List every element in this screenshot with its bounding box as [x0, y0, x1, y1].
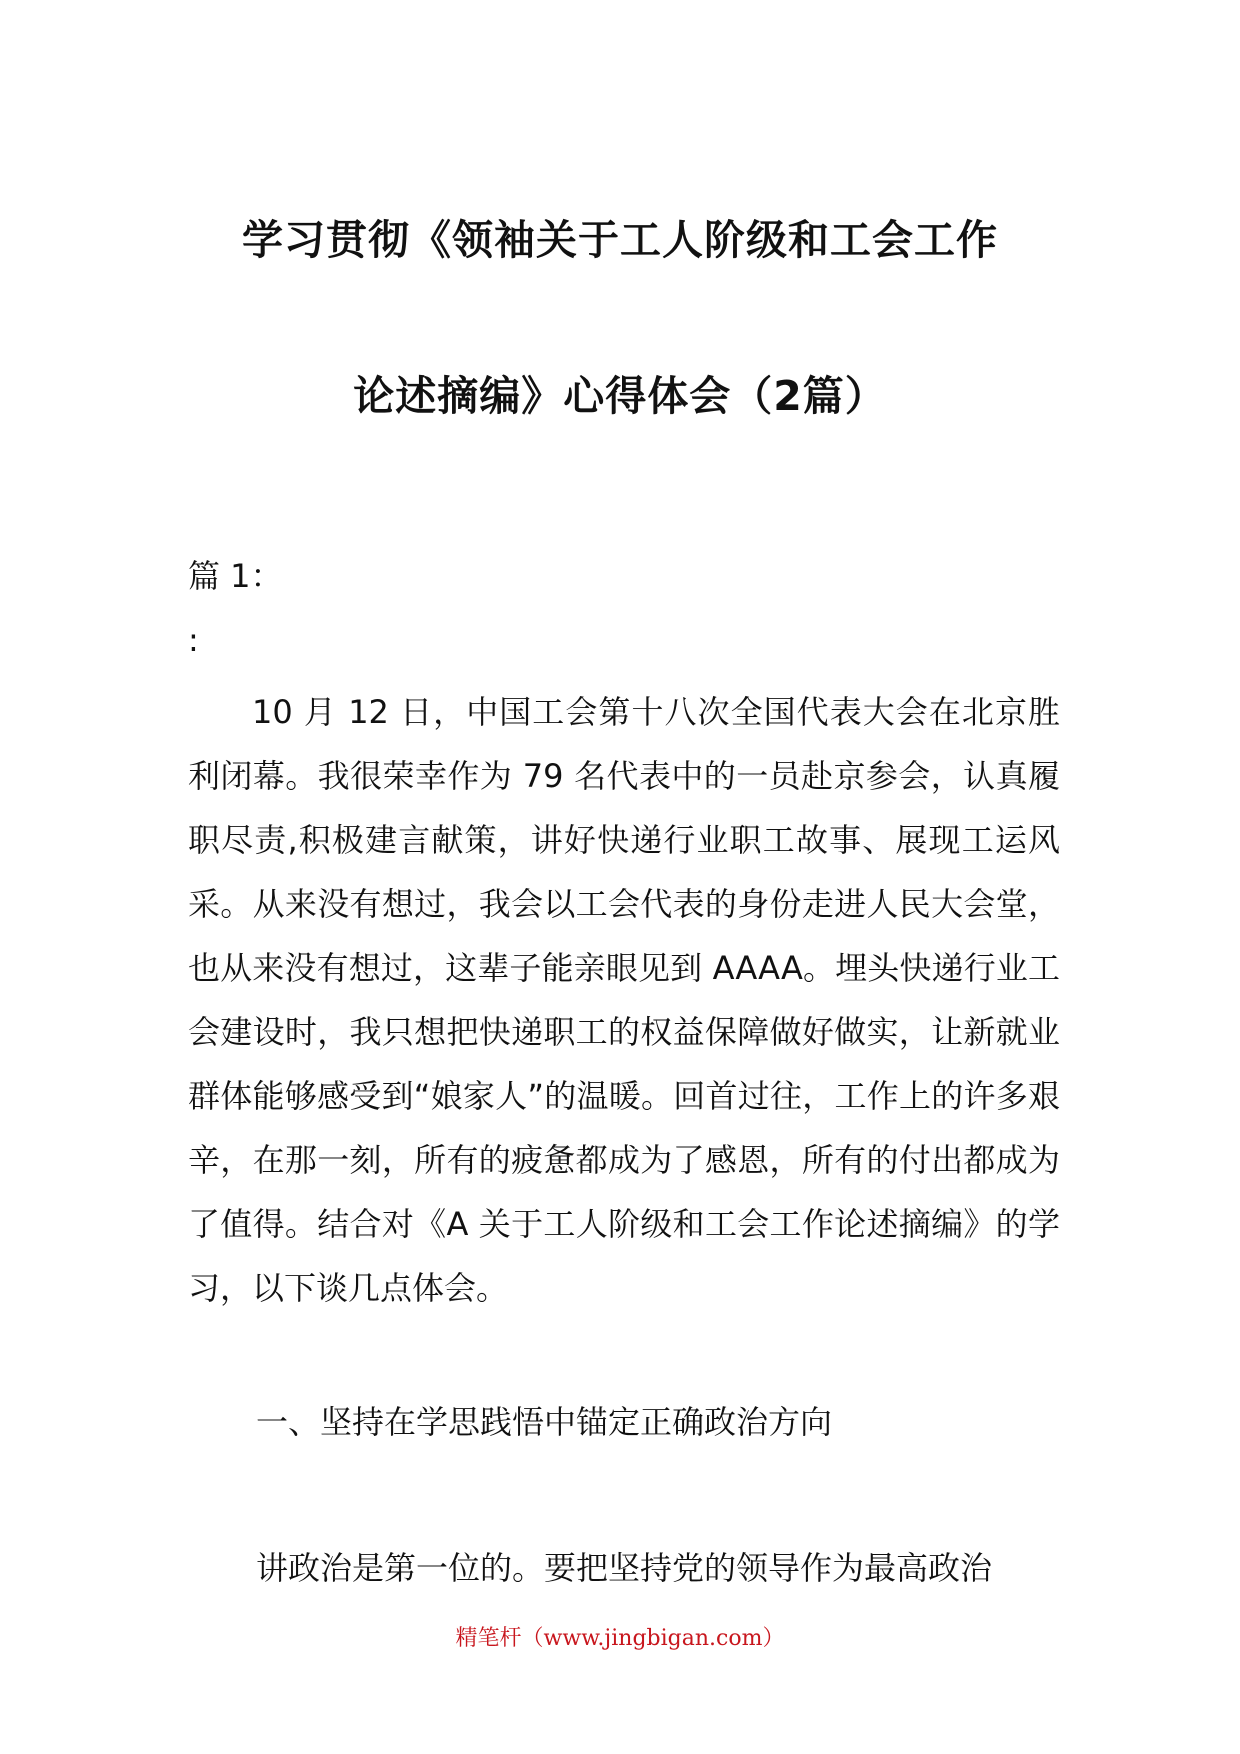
colon-line: : — [188, 621, 199, 659]
footer-watermark: 精笔杆（www.jingbigan.com） — [455, 1626, 785, 1651]
section-label: 篇 1： — [188, 557, 283, 595]
body-paragraph-2: 讲政治是第一位的。要把坚持党的领导作为最高政治 — [256, 1549, 993, 1587]
document-title-line-1: 学习贯彻《领袖关于工人阶级和工会工作 — [242, 216, 998, 264]
body-paragraph-1: 10 月 12 日，中国工会第十八次全国代表大会在北京胜利闭幕。我很荣幸作为 79 名代表中的一员赴京参会，认真履职尽责,积极建言献策，讲好快递行业职工故事、展现工运风采。从来没有想过，我会以工会代表的身份走进人民大会堂，也从来没有想过，这辈子能亲眼见到 AAAA。埋头快递行业工会建设时，我只想把快递职工的权益保障做好做实，让新就业群体能够感受到“娘家人”的温暖。回首过往，工作上的许多艰辛，在那一刻，所有的疲惫都成为了感恩，所有的付出都成为了值得。结合对《A 关于工人阶级和工会工作论述摘编》的学习，以下谈几点体会。 — [188, 693, 1060, 1307]
document-title-line-2: 论述摘编》心得体会（2篇） — [353, 372, 887, 420]
section-heading-1: 一、坚持在学思践悟中锚定正确政治方向 — [256, 1403, 833, 1441]
